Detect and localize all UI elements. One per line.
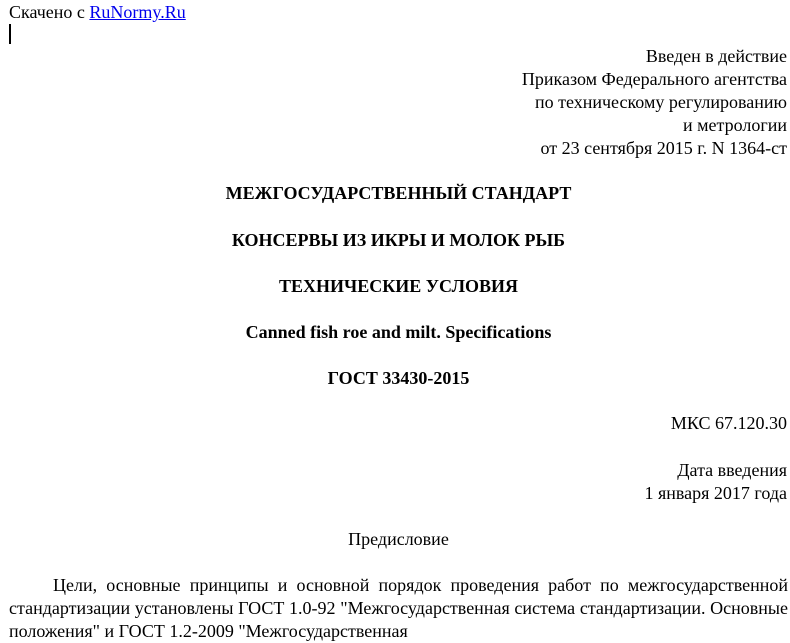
approval-line: Введен в действие xyxy=(645,46,787,66)
conditions-heading: ТЕХНИЧЕСКИЕ УСЛОВИЯ xyxy=(279,276,518,296)
standard-type-heading: МЕЖГОСУДАРСТВЕННЫЙ СТАНДАРТ xyxy=(225,183,572,203)
introduction-label: Дата введения xyxy=(677,460,787,480)
mks-code: МКС 67.120.30 xyxy=(670,413,787,433)
approval-line: Приказом Федерального агентства xyxy=(521,69,787,89)
source-prefix: Скачено с xyxy=(9,2,90,22)
preface-paragraph: Цели, основные принципы и основной порядок проведения работ по межгосударственной стандартизации установлены ГОСТ 1.0-92 "Межгосударственная система стандартизации. Основные положения" и ГОСТ 1.2-2009 "Межгосударственная xyxy=(9,575,788,641)
preface-title: Предисловие xyxy=(348,529,449,549)
approval-line: и метрологии xyxy=(683,115,787,135)
product-heading: КОНСЕРВЫ ИЗ ИКРЫ И МОЛОК РЫБ xyxy=(231,230,566,250)
text-cursor xyxy=(9,24,11,44)
standard-designation: ГОСТ 33430-2015 xyxy=(327,368,470,388)
approval-line: по техническому регулированию xyxy=(534,92,787,112)
source-link[interactable]: RuNormy.Ru xyxy=(89,2,186,22)
approval-line: от 23 сентября 2015 г. N 1364-ст xyxy=(540,138,787,158)
introduction-date: 1 января 2017 года xyxy=(644,483,787,503)
approval-block xyxy=(522,45,787,160)
source-line xyxy=(9,1,186,23)
english-title: Canned fish roe and milt. Specifications xyxy=(245,322,552,342)
